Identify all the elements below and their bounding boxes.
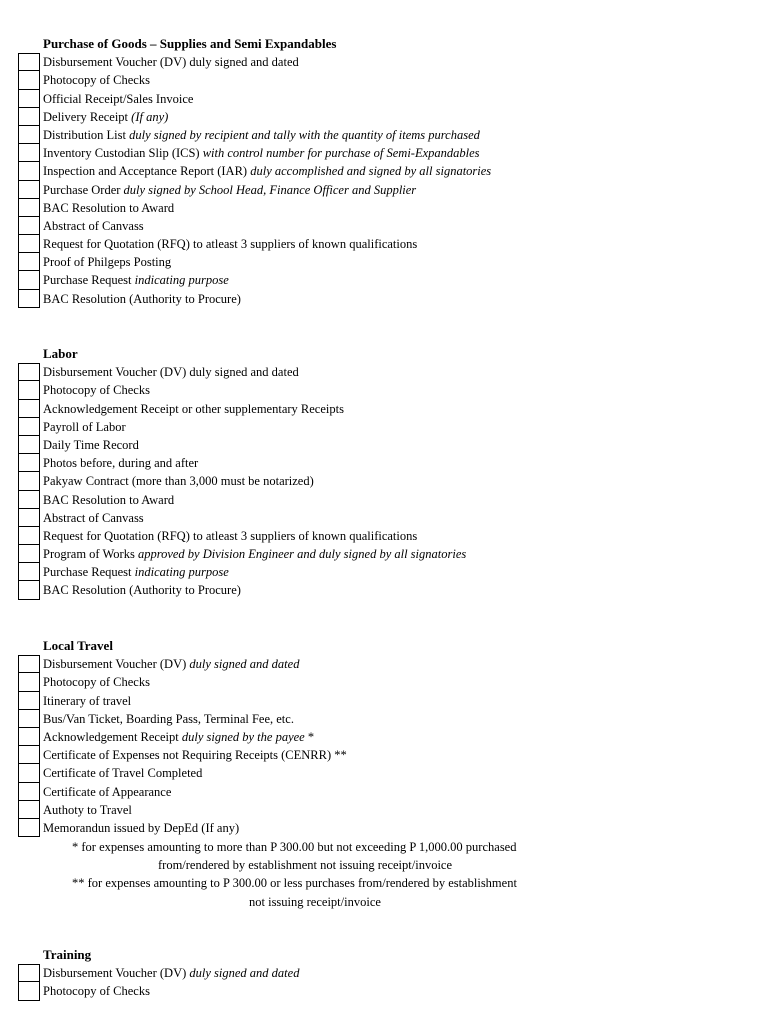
requirement-text bbox=[43, 472, 314, 490]
checklist-row bbox=[0, 581, 740, 599]
requirement-label: Purchase Request bbox=[43, 565, 135, 580]
checklist-row bbox=[0, 199, 740, 217]
requirement-text bbox=[43, 71, 150, 89]
checklist-row bbox=[0, 545, 740, 563]
requirement-label: Photocopy of Checks bbox=[43, 73, 150, 88]
requirement-text bbox=[43, 235, 417, 253]
checklist-row bbox=[0, 655, 740, 673]
requirement-note: duly accomplished and signed by all signatories bbox=[250, 164, 492, 179]
checkbox[interactable] bbox=[18, 472, 40, 490]
checklist-row bbox=[0, 53, 740, 71]
requirement-label: Acknowledgement Receipt bbox=[43, 729, 182, 744]
checkbox[interactable] bbox=[18, 53, 40, 71]
requirement-label: Payroll of Labor bbox=[43, 419, 126, 434]
checkbox[interactable] bbox=[18, 126, 40, 144]
requirement-label: Distribution List bbox=[43, 127, 130, 142]
requirement-text bbox=[43, 692, 131, 710]
requirement-text bbox=[43, 764, 202, 782]
requirement-text bbox=[43, 783, 171, 801]
requirement-text bbox=[43, 290, 241, 308]
requirement-label: Photocopy of Checks bbox=[43, 383, 150, 398]
checkbox[interactable] bbox=[18, 581, 40, 599]
requirement-text bbox=[43, 363, 299, 381]
checklist-row bbox=[0, 673, 740, 691]
requirement-text bbox=[43, 563, 229, 581]
requirement-note: duly signed by the payee bbox=[181, 729, 305, 744]
requirement-label: Certificate of Expenses not Requiring Receipts (CENRR) ** bbox=[43, 748, 347, 763]
requirement-text bbox=[43, 509, 144, 527]
checkbox[interactable] bbox=[18, 728, 40, 746]
requirement-text bbox=[43, 545, 466, 563]
checklist-row bbox=[0, 801, 740, 819]
checkbox[interactable] bbox=[18, 454, 40, 472]
checklist-row bbox=[0, 982, 740, 1000]
checklist-row bbox=[0, 964, 740, 982]
footnote: from/rendered by establishment not issuing receipt/invoice bbox=[158, 858, 453, 872]
requirement-label: BAC Resolution to Award bbox=[43, 200, 175, 215]
requirement-text bbox=[43, 801, 132, 819]
footnote: * for expenses amounting to more than P 300.00 but not exceeding P 1,000.00 purchased bbox=[72, 840, 517, 854]
requirement-text bbox=[43, 90, 193, 108]
requirement-label: Program of Works bbox=[43, 547, 138, 562]
requirement-note: duly signed by recipient and tally with the quantity of items purchased bbox=[129, 127, 480, 142]
requirement-text bbox=[43, 436, 139, 454]
checkbox[interactable] bbox=[18, 764, 40, 782]
checklist-items bbox=[0, 53, 740, 308]
checklist-row bbox=[0, 710, 740, 728]
requirement-label: BAC Resolution (Authority to Procure) bbox=[43, 583, 241, 598]
requirement-label: Request for Quotation (RFQ) to atleast 3 suppliers of known qualifications bbox=[43, 528, 418, 543]
checkbox[interactable] bbox=[18, 162, 40, 180]
checkbox[interactable] bbox=[18, 491, 40, 509]
checklist-row bbox=[0, 692, 740, 710]
requirement-label: Daily Time Record bbox=[43, 437, 139, 452]
requirement-label: Acknowledgement Receipt or other supplementary Receipts bbox=[43, 401, 344, 416]
requirement-text bbox=[43, 527, 417, 545]
requirement-label: Disbursement Voucher (DV) bbox=[43, 966, 190, 981]
requirement-label: Purchase Order bbox=[43, 182, 124, 197]
section-title: Labor bbox=[43, 346, 78, 361]
checklist-row bbox=[0, 90, 740, 108]
requirement-label: Itinerary of travel bbox=[43, 693, 132, 708]
requirement-label: Abstract of Canvass bbox=[43, 218, 144, 233]
footnote: not issuing receipt/invoice bbox=[249, 895, 381, 909]
requirement-label: Request for Quotation (RFQ) to atleast 3 suppliers of known qualifications bbox=[43, 237, 418, 252]
requirement-text bbox=[43, 746, 347, 764]
requirement-label: Bus/Van Ticket, Boarding Pass, Terminal Fee, etc. bbox=[43, 711, 294, 726]
checkbox[interactable] bbox=[18, 199, 40, 217]
requirement-note: duly signed and dated bbox=[189, 657, 300, 672]
checkbox[interactable] bbox=[18, 509, 40, 527]
checkbox[interactable] bbox=[18, 655, 40, 673]
checklist-items bbox=[0, 363, 740, 599]
requirement-label: BAC Resolution to Award bbox=[43, 492, 175, 507]
checklist-row bbox=[0, 363, 740, 381]
requirement-label: Disbursement Voucher (DV) duly signed and dated bbox=[43, 55, 299, 70]
checklist-row bbox=[0, 144, 740, 162]
requirement-text bbox=[43, 710, 294, 728]
requirement-label: Photocopy of Checks bbox=[43, 675, 150, 690]
checkbox[interactable] bbox=[18, 746, 40, 764]
checklist-row bbox=[0, 381, 740, 399]
checklist-row bbox=[0, 217, 740, 235]
requirement-text bbox=[43, 728, 314, 746]
checkbox[interactable] bbox=[18, 290, 40, 308]
checklist-row bbox=[0, 509, 740, 527]
checkbox[interactable] bbox=[18, 418, 40, 436]
checklist-row bbox=[0, 418, 740, 436]
checkbox[interactable] bbox=[18, 108, 40, 126]
requirement-label: Authoty to Travel bbox=[43, 802, 132, 817]
requirement-text bbox=[43, 217, 144, 235]
requirement-text bbox=[43, 581, 241, 599]
requirement-note: approved by Division Engineer and duly signed by all signatories bbox=[137, 547, 467, 562]
requirement-label: Abstract of Canvass bbox=[43, 510, 144, 525]
requirement-text bbox=[43, 964, 299, 982]
checkbox[interactable] bbox=[18, 271, 40, 289]
checkbox[interactable] bbox=[18, 363, 40, 381]
requirement-text bbox=[43, 181, 416, 199]
requirement-label: BAC Resolution (Authority to Procure) bbox=[43, 291, 241, 306]
checkbox[interactable] bbox=[18, 90, 40, 108]
requirement-label: Official Receipt/Sales Invoice bbox=[43, 91, 194, 106]
requirement-text bbox=[43, 199, 174, 217]
checklist-row bbox=[0, 728, 740, 746]
checkbox[interactable] bbox=[18, 253, 40, 271]
checklist-row bbox=[0, 764, 740, 782]
checklist-row bbox=[0, 253, 740, 271]
checkbox[interactable] bbox=[18, 563, 40, 581]
requirement-text bbox=[43, 673, 150, 691]
checkbox[interactable] bbox=[18, 217, 40, 235]
requirement-label: Certificate of Appearance bbox=[43, 784, 172, 799]
checkbox[interactable] bbox=[18, 71, 40, 89]
requirement-text bbox=[43, 271, 229, 289]
requirement-text bbox=[43, 982, 150, 1000]
requirement-label: Proof of Philgeps Posting bbox=[43, 255, 172, 270]
requirement-text bbox=[43, 126, 480, 144]
requirement-text bbox=[43, 381, 150, 399]
checklist-items bbox=[0, 964, 740, 1000]
checkbox[interactable] bbox=[18, 144, 40, 162]
requirement-label: Disbursement Voucher (DV) bbox=[43, 657, 190, 672]
checkbox[interactable] bbox=[18, 400, 40, 418]
requirement-label: Photocopy of Checks bbox=[43, 984, 150, 999]
checkbox[interactable] bbox=[18, 964, 40, 982]
checklist-row bbox=[0, 181, 740, 199]
checkbox[interactable] bbox=[18, 545, 40, 563]
checkbox[interactable] bbox=[18, 783, 40, 801]
requirement-text bbox=[43, 418, 126, 436]
requirement-label: Purchase Request bbox=[43, 273, 135, 288]
checklist-row bbox=[0, 783, 740, 801]
checkbox[interactable] bbox=[18, 381, 40, 399]
requirement-label: Inspection and Acceptance Report (IAR) bbox=[43, 164, 251, 179]
checkbox[interactable] bbox=[18, 181, 40, 199]
checklist-row bbox=[0, 436, 740, 454]
checklist-items bbox=[0, 655, 740, 837]
requirement-text bbox=[43, 819, 239, 837]
checkbox[interactable] bbox=[18, 801, 40, 819]
checklist-row bbox=[0, 290, 740, 308]
checklist-row bbox=[0, 400, 740, 418]
requirement-text bbox=[43, 655, 299, 673]
checkbox[interactable] bbox=[18, 692, 40, 710]
section-title: Training bbox=[43, 947, 92, 962]
checklist-row bbox=[0, 819, 740, 837]
checkbox[interactable] bbox=[18, 819, 40, 837]
requirement-text bbox=[43, 144, 480, 162]
checklist-row bbox=[0, 527, 740, 545]
requirement-note: (If any) bbox=[131, 109, 169, 124]
requirement-label: Memorandun issued by DepEd (If any) bbox=[43, 820, 240, 835]
checklist-row bbox=[0, 746, 740, 764]
requirement-text bbox=[43, 108, 168, 126]
section-title: Local Travel bbox=[43, 638, 113, 653]
checklist-row bbox=[0, 563, 740, 581]
checkbox[interactable] bbox=[18, 710, 40, 728]
checkbox[interactable] bbox=[18, 436, 40, 454]
footnote-marker: * bbox=[304, 729, 315, 744]
checklist-row bbox=[0, 126, 740, 144]
requirement-label: Photos before, during and after bbox=[43, 456, 199, 471]
requirement-text bbox=[43, 162, 491, 180]
requirement-note: indicating purpose bbox=[134, 273, 229, 288]
checklist-row bbox=[0, 71, 740, 89]
requirement-text bbox=[43, 454, 198, 472]
checklist-row bbox=[0, 472, 740, 490]
requirement-text bbox=[43, 400, 344, 418]
section-title: Purchase of Goods – Supplies and Semi Expandables bbox=[43, 36, 337, 51]
checkbox[interactable] bbox=[18, 527, 40, 545]
checkbox[interactable] bbox=[18, 982, 40, 1000]
requirement-label: Certificate of Travel Completed bbox=[43, 766, 203, 781]
requirement-label: Pakyaw Contract (more than 3,000 must be notarized) bbox=[43, 474, 314, 489]
checklist-row bbox=[0, 491, 740, 509]
requirement-label: Inventory Custodian Slip (ICS) bbox=[43, 146, 203, 161]
requirement-note: duly signed by School Head, Finance Officer and Supplier bbox=[123, 182, 417, 197]
requirement-note: indicating purpose bbox=[134, 565, 229, 580]
checkbox[interactable] bbox=[18, 235, 40, 253]
requirement-label: Delivery Receipt bbox=[43, 109, 132, 124]
checklist-row bbox=[0, 108, 740, 126]
checklist-row bbox=[0, 162, 740, 180]
requirement-note: duly signed and dated bbox=[189, 966, 300, 981]
requirement-text bbox=[43, 491, 174, 509]
checkbox[interactable] bbox=[18, 673, 40, 691]
requirement-label: Disbursement Voucher (DV) duly signed and dated bbox=[43, 365, 299, 380]
requirement-text bbox=[43, 53, 299, 71]
checklist-row bbox=[0, 271, 740, 289]
requirement-text bbox=[43, 253, 171, 271]
checklist-row bbox=[0, 235, 740, 253]
footnote: ** for expenses amounting to P 300.00 or less purchases from/rendered by establishment bbox=[72, 876, 517, 890]
checklist-row bbox=[0, 454, 740, 472]
requirement-note: with control number for purchase of Semi-Expandables bbox=[202, 146, 480, 161]
